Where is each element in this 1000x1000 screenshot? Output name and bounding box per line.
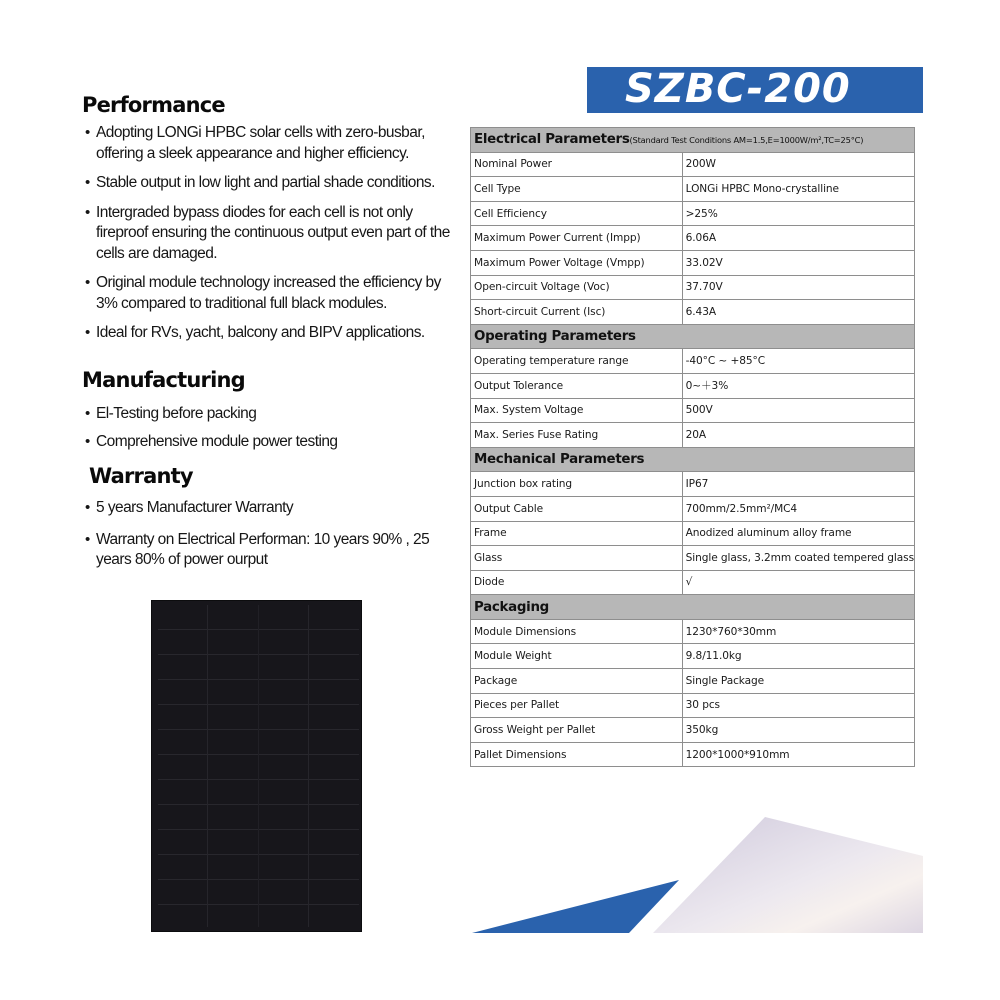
model-name: SZBC-200 [625,66,851,112]
manufacturing-list [84,404,464,459]
table-row: Maximum Power Current (Impp) 6.06A [471,226,915,251]
table-row: Module Dimensions 1230*760*30mm [471,619,915,644]
table-row: Module Weight 9.8/11.0kg [471,644,915,669]
table-row: Output Tolerance 0~＋3% [471,373,915,398]
decorative-sky-graphic [460,780,940,950]
table-row: Pallet Dimensions 1200*1000*910mm [471,742,915,767]
bullet-icon: • [85,432,90,450]
section-header-packaging: Packaging [471,595,915,620]
section-header-electrical: Electrical Parameters(Standard Test Conditions AM=1.5,E=1000W/m²,TC=25°C) [471,128,915,153]
list-item: • Original module technology increased the efficiency by 3% compared to traditional full black modules. [85,274,441,312]
list-item: • Adopting LONGi HPBC solar cells with zero-busbar, offering a sleek appearance and higher efficiency. [85,124,425,162]
table-row: Junction box rating IP67 [471,472,915,497]
bullet-icon: • [85,499,90,516]
manufacturing-heading: Manufacturing [82,368,245,392]
section-header-mechanical: Mechanical Parameters [471,447,915,472]
table-row: Diode √ [471,570,915,595]
bullet-icon: • [85,203,90,221]
list-item: • Warranty on Electrical Performan: 10 years 90% , 25 years 80% of power ourput [85,530,430,568]
table-row: Frame Anodized aluminum alloy frame [471,521,915,546]
check-icon: √ [682,570,914,595]
table-row: Package Single Package [471,669,915,694]
table-row: Max. Series Fuse Rating 20A [471,423,915,448]
table-row: Open-circuit Voltage (Voc) 37.70V [471,275,915,300]
list-item: • Comprehensive module power testing [84,432,464,453]
performance-heading: Performance [82,93,225,117]
blue-triangle-shape [472,880,679,933]
table-row: Output Cable 700mm/2.5mm²/MC4 [471,496,915,521]
list-item: • Stable output in low light and partial shade conditions. [84,173,464,194]
table-row: Operating temperature range -40°C ~ +85°C [471,349,915,374]
solar-cell-grid [158,605,359,927]
bullet-icon: • [85,174,90,191]
performance-list [84,123,464,353]
table-row: Cell Type LONGi HPBC Mono-crystalline [471,177,915,202]
bullet-icon: • [85,405,90,422]
model-banner [587,67,923,113]
solar-panel-image [151,600,362,932]
bullet-icon: • [85,124,90,141]
table-row: Short-circuit Current (Isc) 6.43A [471,300,915,325]
table-row: Pieces per Pallet 30 pcs [471,693,915,718]
table-row: Glass Single glass, 3.2mm coated tempered glass [471,546,915,571]
table-row: Nominal Power 200W [471,152,915,177]
section-header-operating: Operating Parameters [471,324,915,349]
table-row: Cell Efficiency >25% [471,201,915,226]
bullet-icon: • [85,274,90,291]
warranty-list [84,498,464,582]
list-item: • El-Testing before packing [84,404,464,425]
warranty-heading: Warranty [89,464,193,488]
bullet-icon: • [85,324,90,341]
spec-table [470,127,915,767]
table-row: Maximum Power Voltage (Vmpp) 33.02V [471,250,915,275]
bullet-icon: • [85,530,90,548]
table-row: Max. System Voltage 500V [471,398,915,423]
list-item: • Ideal for RVs, yacht, balcony and BIPV applications. [84,323,464,344]
list-item: • 5 years Manufacturer Warranty [84,498,464,519]
sky-photo-shape [653,817,923,933]
table-row: Gross Weight per Pallet 350kg [471,718,915,743]
list-item: • Intergraded bypass diodes for each cell is not only fireproof ensuring the continuous output even part of the cells are damaged. [85,203,450,262]
